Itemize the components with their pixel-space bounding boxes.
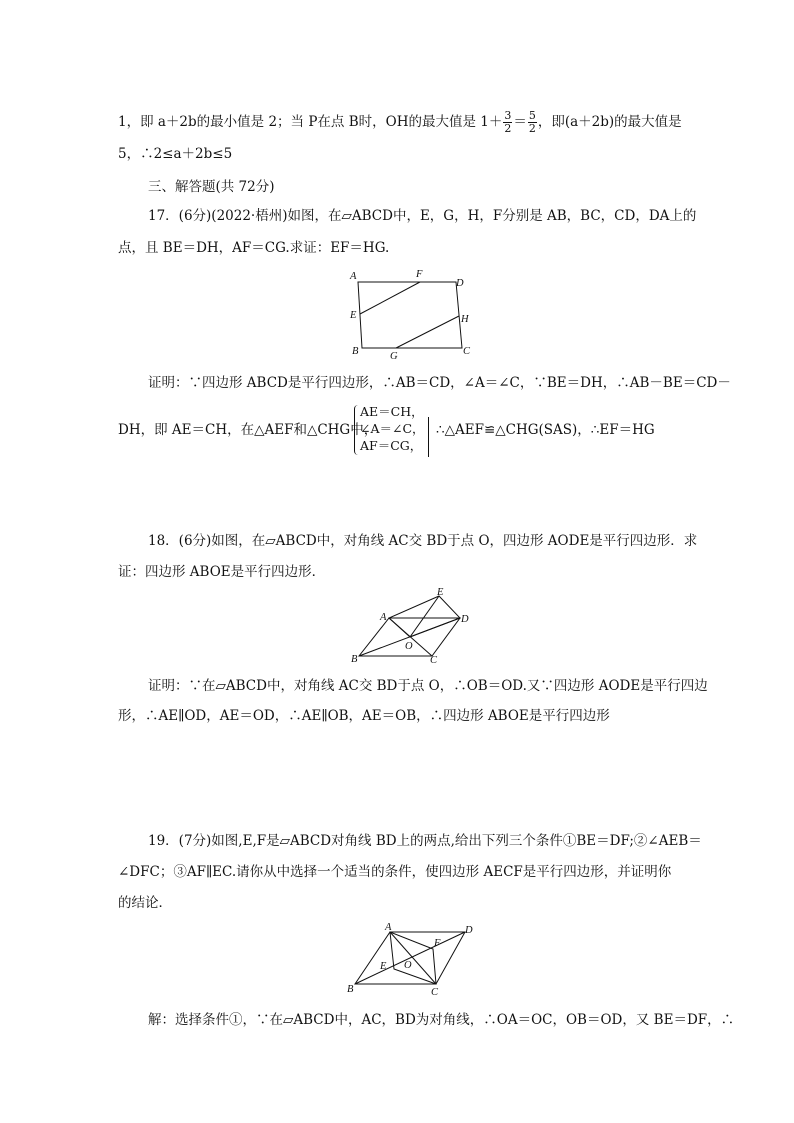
- q17-line-2: 点，且 BE＝DH，AF＝CG.求证：EF＝HG.: [118, 240, 390, 256]
- frac-num: 5: [528, 109, 536, 122]
- label-e: E: [437, 587, 444, 598]
- label-f: F: [434, 938, 441, 949]
- fraction-5-2: [528, 110, 537, 135]
- label-o: O: [405, 641, 413, 652]
- top-line-2: 5，∴2≤a＋2b≤5: [118, 146, 233, 162]
- q19-line-3: 的结论．: [118, 895, 172, 911]
- label-c: C: [431, 987, 439, 998]
- label-a: A: [350, 271, 357, 282]
- system-line-1: AE＝CH，: [360, 404, 424, 419]
- frac-den: 2: [528, 122, 536, 135]
- label-b: B: [351, 654, 358, 664]
- q18-figure: [345, 586, 475, 664]
- q17-equation-system: [354, 403, 434, 457]
- label-c: C: [430, 655, 438, 664]
- system-line-2: ∠A＝∠C，: [360, 421, 425, 436]
- label-o: O: [404, 960, 412, 971]
- equals-sign: ＝: [513, 114, 527, 130]
- label-e: E: [380, 961, 387, 972]
- top-line-1-text-b: ，即(a＋2b)的最大值是: [537, 114, 682, 130]
- label-c: C: [463, 346, 471, 357]
- q19-figure: [340, 920, 480, 998]
- label-g: G: [390, 351, 398, 362]
- label-h: H: [461, 314, 469, 325]
- system-line-3: AF＝CG，: [360, 438, 423, 453]
- q17-proof-1: 证明：∵四边形 ABCD是平行四边形，∴AB＝CD，∠A＝∠C，∵BE＝DH，∴AB－BE＝CD－: [148, 375, 731, 391]
- parallelogram-abcd: [358, 282, 462, 348]
- q18-proof-1: 证明：∵在▱ABCD中，对角线 AC交 BD于点 O，∴OB＝OD.又∵四边形 AODE是平行四边: [148, 678, 708, 694]
- frac-den: 2: [504, 122, 512, 135]
- label-e: E: [350, 310, 357, 321]
- label-d: D: [461, 614, 469, 625]
- label-d: D: [456, 278, 464, 289]
- right-brace: [428, 417, 429, 457]
- top-line-1: [118, 109, 682, 135]
- q17-line-1: 17．(6分)(2022·梧州)如图，在▱ABCD中，E，G，H，F分别是 AB，BC，CD，DA上的: [148, 208, 697, 224]
- q17-proof-2b: ∴△AEF≌△CHG(SAS)，∴EF＝HG: [436, 422, 655, 438]
- q19-line-2: ∠DFC；③AF∥EC.请你从中选择一个适当的条件，使四边形 AECF是平行四边形，并证明你: [118, 864, 672, 880]
- segment-gh: [396, 316, 459, 348]
- q18-proof-2: 形，∴AE∥OD，AE＝OD，∴AE∥OB，AE＝OB，∴四边形 ABOE是平行四边形: [118, 708, 610, 724]
- q17-figure: [340, 266, 480, 362]
- frac-num: 3: [504, 109, 512, 122]
- top-line-1-text-a: 1，即 a＋2b的最小值是 2；当 P在点 B时，OH的最大值是 1＋: [118, 114, 503, 130]
- q19-solution-1: 解：选择条件①，∵在▱ABCD中，AC，BD为对角线，∴OA＝OC，OB＝OD，又 BE＝DF，∴: [148, 1012, 735, 1028]
- section-heading: 三、解答题(共 72分): [148, 179, 275, 195]
- q18-line-2: 证：四边形 ABOE是平行四边形．: [118, 564, 326, 580]
- q19-line-1: 19．(7分)如图,E,F是▱ABCD对角线 BD上的两点,给出下列三个条件①BE＝DF;②∠AEB＝: [148, 833, 702, 849]
- label-f: F: [416, 269, 423, 280]
- q17-proof-2a: DH，即 AE＝CH，在△AEF和△CHG中，: [118, 422, 378, 438]
- fraction-3-2: [503, 110, 512, 135]
- label-b: B: [347, 984, 354, 995]
- label-a: A: [385, 922, 392, 933]
- label-d: D: [465, 925, 473, 936]
- q18-line-1: 18．(6分)如图，在▱ABCD中，对角线 AC交 BD于点 O，四边形 AODE是平行四边形．求: [148, 533, 698, 549]
- segment-ef: [360, 282, 420, 314]
- label-b: B: [352, 346, 359, 357]
- label-a: A: [380, 612, 387, 623]
